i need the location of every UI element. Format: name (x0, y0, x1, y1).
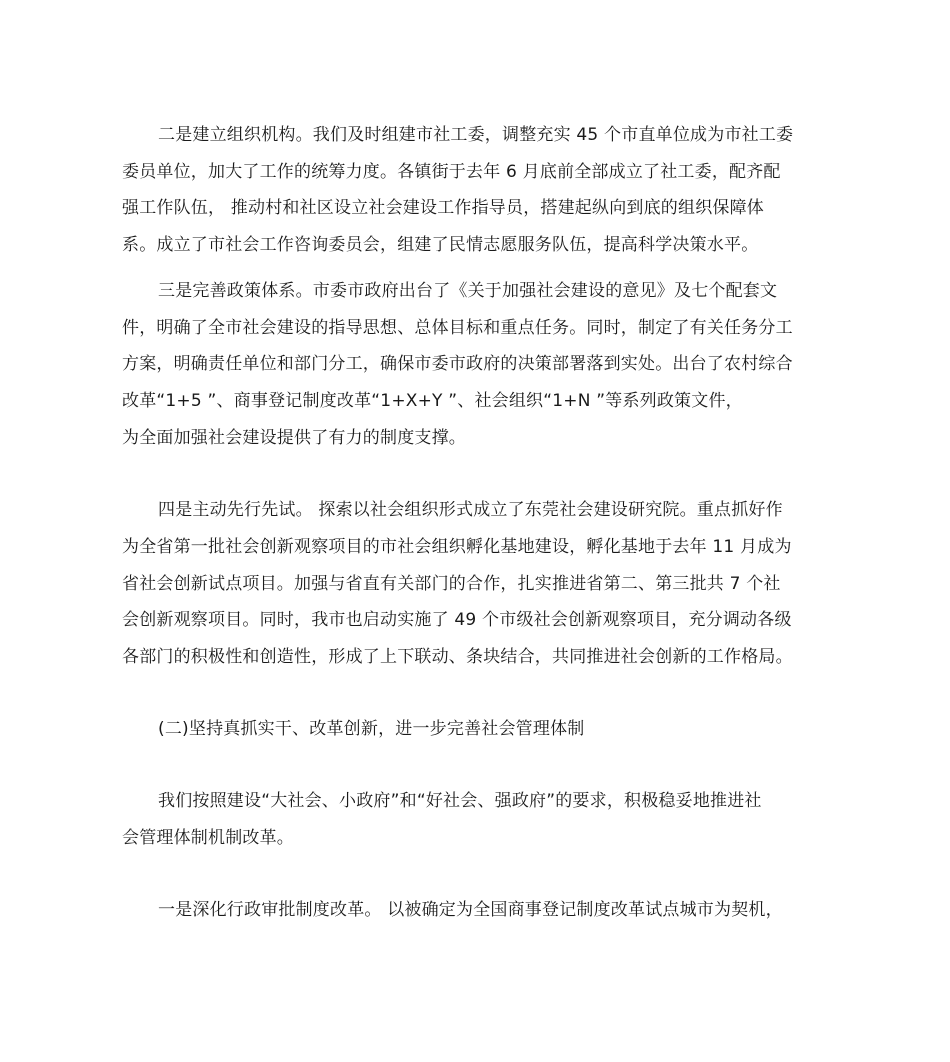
paragraph-5-line-2: 会管理体制机制改革。 (122, 828, 294, 848)
paragraph-5-line-1: 我们按照建设“大社会、小政府”和“好社会、强政府”的要求，积极稳妥地推进社 (158, 791, 762, 811)
paragraph-2-line-3: 方案，明确责任单位和部门分工，确保市委市政府的决策部署落到实处。出台了农村综合 (122, 354, 793, 374)
paragraph-6-line-1: 一是深化行政审批制度改革。 以被确定为全国商事登记制度改革试点城市为契机， (158, 900, 783, 920)
paragraph-1-line-4: 系。成立了市社会工作咨询委员会，组建了民情志愿服务队伍，提高科学决策水平。 (122, 235, 759, 255)
paragraph-1-line-1: 二是建立组织机构。我们及时组建市社工委，调整充实 45 个市直单位成为市社工委 (158, 125, 794, 145)
paragraph-3-line-1: 四是主动先行先试。 探索以社会组织形式成立了东莞社会建设研究院。重点抓好作 (158, 500, 783, 520)
paragraph-2-line-2: 件，明确了全市社会建设的指导思想、总体目标和重点任务。同时，制定了有关任务分工 (122, 318, 793, 338)
paragraph-2-line-4: 改革“1+5 ”、商事登记制度改革“1+X+Y ”、社会组织“1+N ”等系列政策文件， (122, 391, 743, 411)
section-heading: (二)坚持真抓实干、改革创新，进一步完善社会管理体制 (158, 719, 585, 739)
paragraph-3-line-3: 省社会创新试点项目。加强与省直有关部门的合作，扎实推进省第二、第三批共 7 个社 (122, 574, 781, 594)
paragraph-3-line-2: 为全省第一批社会创新观察项目的市社会组织孵化基地建设，孵化基地于去年 11 月成为 (122, 537, 792, 557)
paragraph-2-line-1: 三是完善政策体系。市委市政府出台了《关于加强社会建设的意见》及七个配套文 (158, 281, 778, 301)
paragraph-3-line-5: 各部门的积极性和创造性，形成了上下联动、条块结合，共同推进社会创新的工作格局。 (122, 647, 793, 667)
paragraph-3-line-4: 会创新观察项目。同时，我市也启动实施了 49 个市级社会创新观察项目，充分调动各级 (122, 610, 792, 630)
paragraph-1-line-2: 委员单位，加大了工作的统筹力度。各镇街于去年 6 月底前全部成立了社工委，配齐配 (122, 162, 781, 182)
paragraph-1-line-3: 强工作队伍， 推动村和社区设立社会建设工作指导员，搭建起纵向到底的组织保障体 (122, 198, 765, 218)
paragraph-2-line-5: 为全面加强社会建设提供了有力的制度支撑。 (122, 428, 466, 448)
